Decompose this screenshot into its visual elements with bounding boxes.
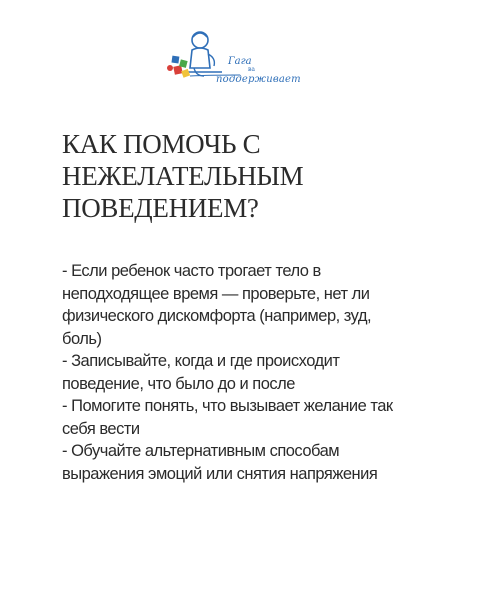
tip-line: боль) bbox=[62, 329, 102, 348]
logo-small-text: ва bbox=[248, 66, 255, 73]
tip-line: - Записывайте, когда и где происходит bbox=[62, 352, 340, 370]
tip-line: - Если ребенок часто трогает тело в bbox=[62, 262, 321, 280]
tip-line: себя вести bbox=[62, 419, 140, 438]
title-line: НЕЖЕЛАТЕЛЬНЫМ bbox=[62, 161, 304, 191]
tip-line: поведение, что было до и после bbox=[62, 374, 295, 393]
tip-line: неподходящее время — проверьте, нет ли bbox=[62, 284, 370, 303]
page-title bbox=[62, 128, 442, 224]
tip-line: - Обучайте альтернативным способам bbox=[62, 442, 340, 460]
logo-line2: поддерживает bbox=[216, 74, 301, 85]
title-line: КАК ПОМОЧЬ С bbox=[62, 129, 261, 159]
logo-line1: Гага bbox=[228, 56, 252, 67]
tips-list bbox=[62, 260, 442, 485]
logo bbox=[160, 26, 330, 96]
tip-line: выражения эмоций или снятия напряжения bbox=[62, 464, 378, 483]
tip-line: - Помогите понять, что вызывает желание так bbox=[62, 397, 393, 415]
tip-line: физического дискомфорта (например, зуд, bbox=[62, 307, 372, 325]
title-line: ПОВЕДЕНИЕМ? bbox=[62, 193, 259, 223]
